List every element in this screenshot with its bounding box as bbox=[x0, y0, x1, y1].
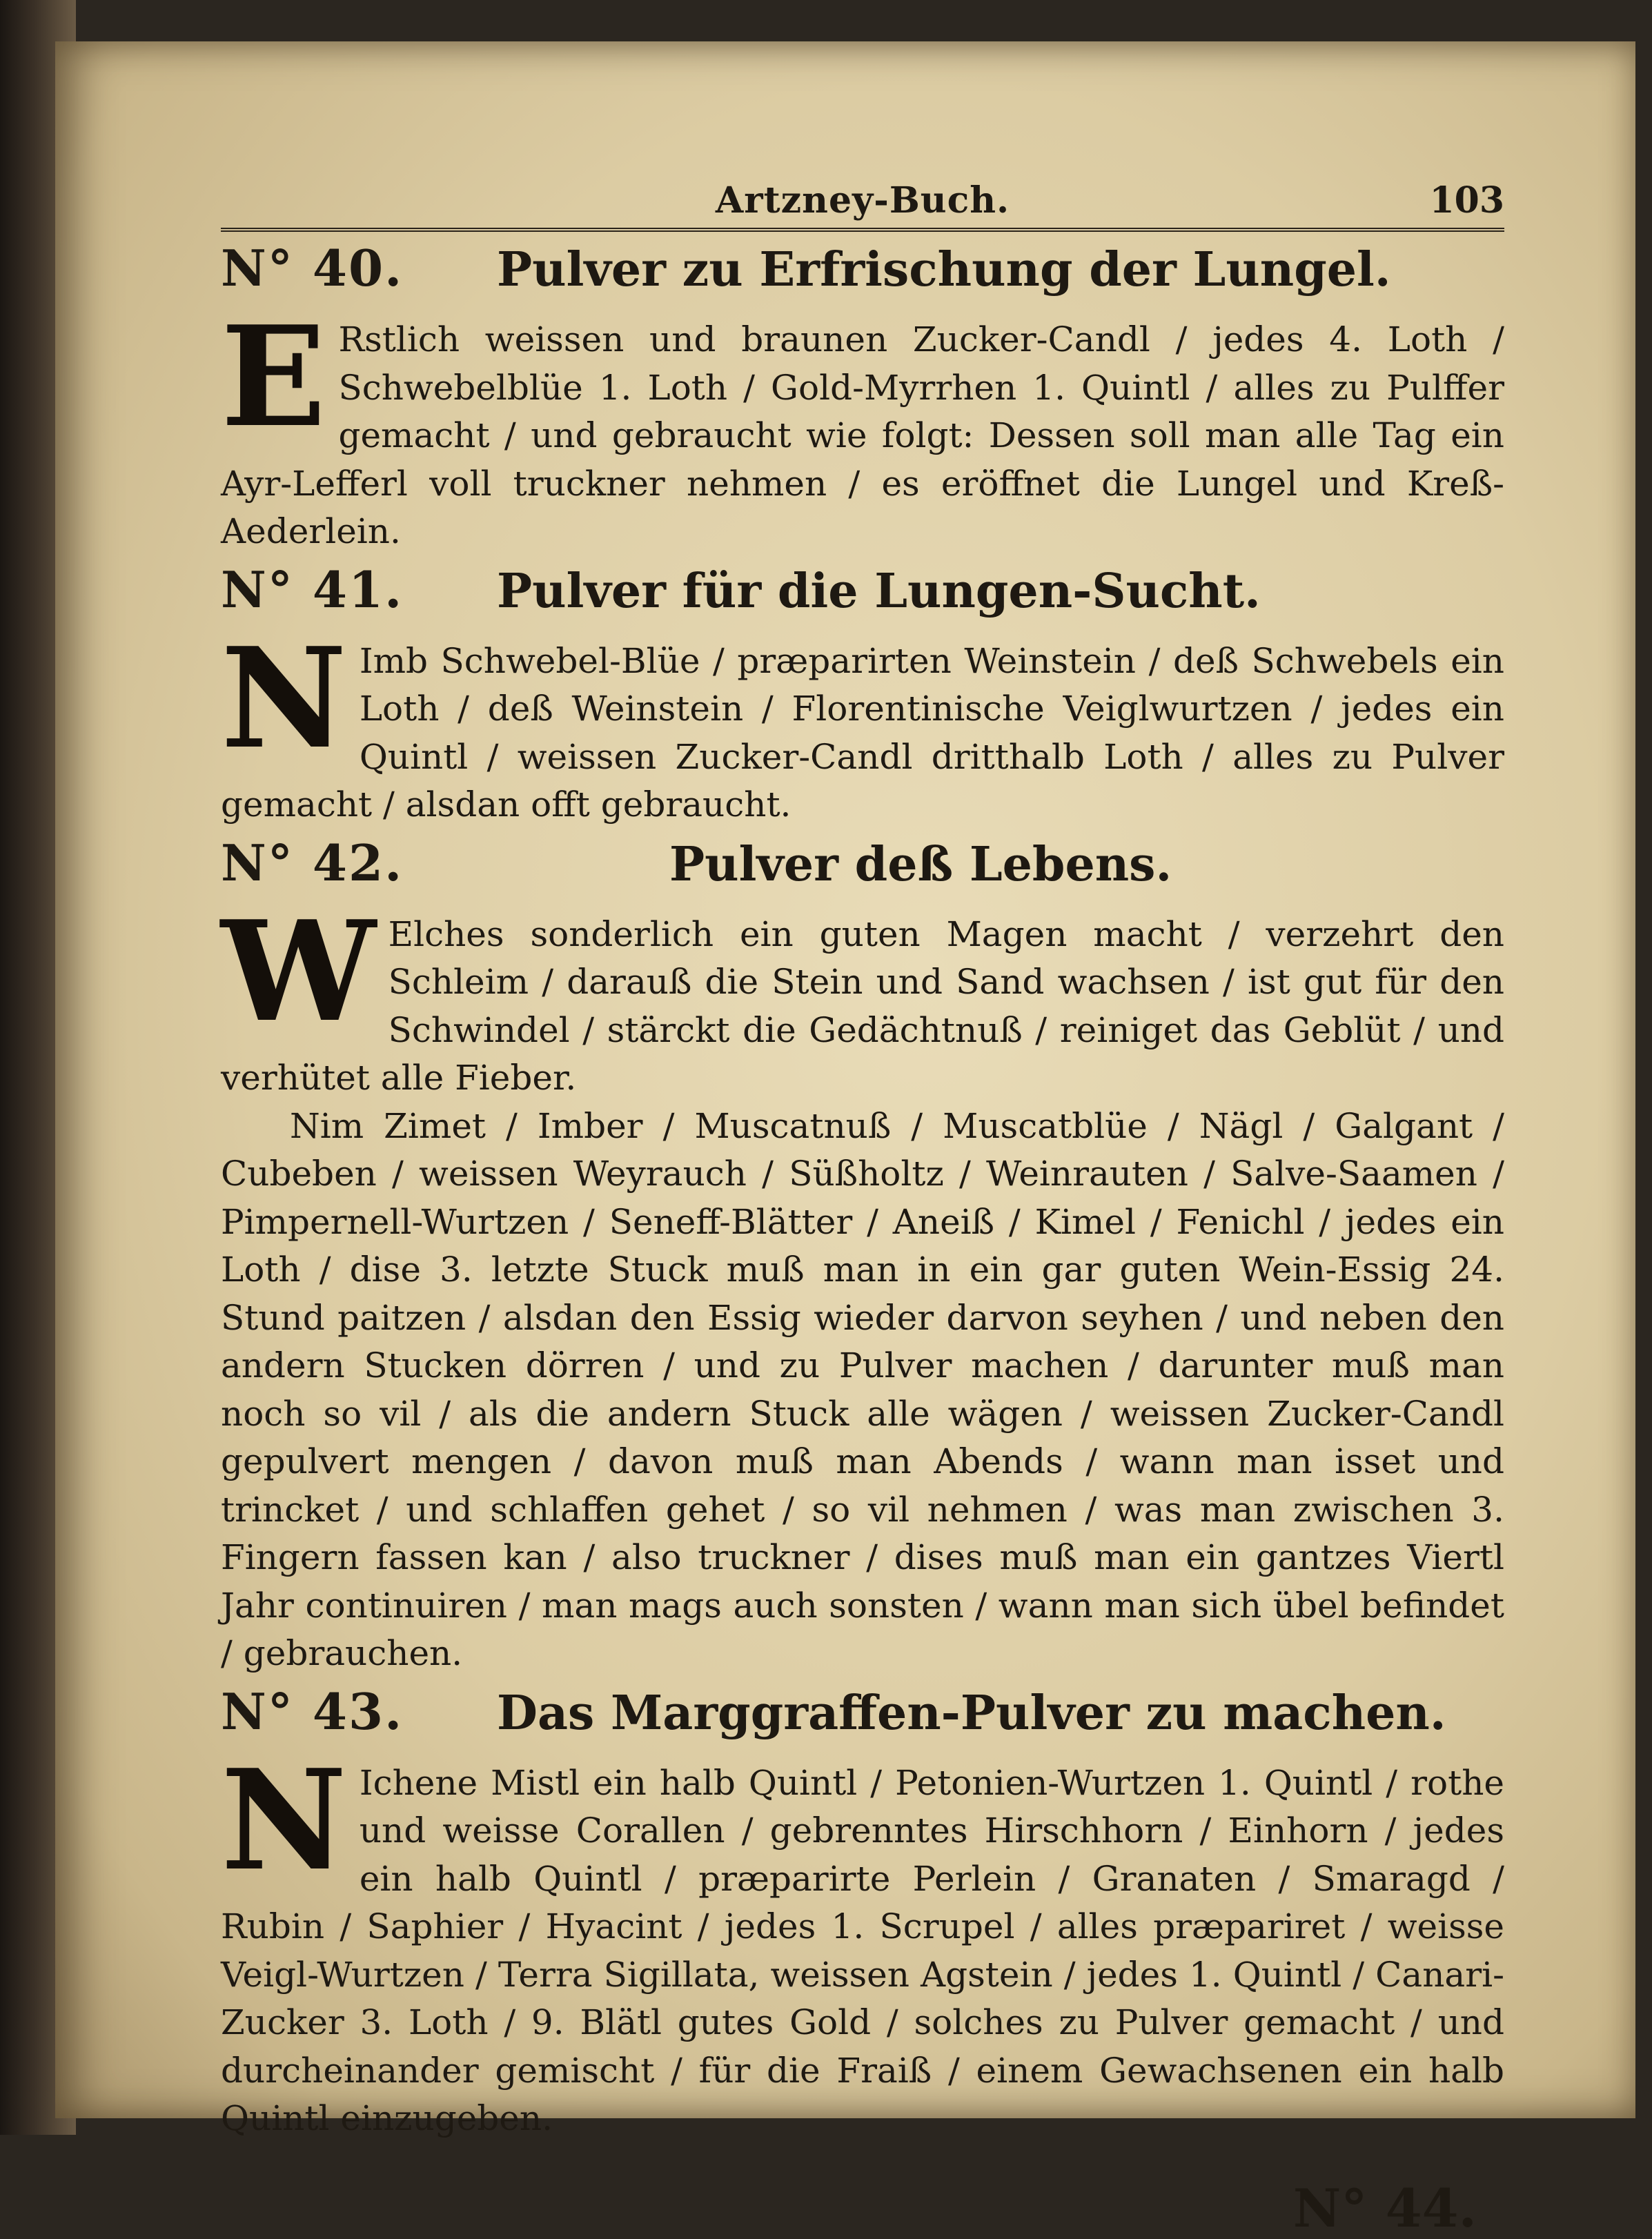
recipe-number: N° 42. bbox=[221, 833, 404, 892]
recipe-43 bbox=[221, 1681, 1504, 2239]
recipe-41 bbox=[221, 560, 1504, 829]
recipe-title: Pulver deß Lebens. bbox=[669, 836, 1172, 892]
running-head bbox=[221, 179, 1504, 232]
recipe-title: Pulver für die Lungen-Sucht. bbox=[497, 563, 1261, 619]
drop-cap: N bbox=[221, 1739, 347, 1902]
drop-cap: N bbox=[221, 617, 347, 780]
recipe-number: N° 40. bbox=[221, 239, 404, 297]
recipe-paragraph: Imb Schwebel-Blüe / præparirten Weinstein / deß Schwebels ein Loth / deß Weinstein / Florentinische Veiglwurtzen / jedes ein Quintl / weissen Zucker-Candl dritthalb Loth / alles zu Pulver gemacht / alsdan offt gebraucht. bbox=[221, 640, 1504, 825]
drop-cap: W bbox=[221, 890, 376, 1053]
recipe-body bbox=[221, 1739, 1504, 2239]
catchword: N° 44. bbox=[1292, 2178, 1477, 2239]
recipe-42 bbox=[221, 834, 1504, 1678]
recipe-paragraph: Elches sonderlich ein guten Magen macht / verzehrt den Schleim / darauß die Stein und Sand wachsen / ist gut für den Schwindel / stärckt die Gedächtnuß / reiniget das Geblüt / und verhütet alle Fieber. bbox=[221, 914, 1504, 1098]
recipe-body bbox=[221, 617, 1504, 829]
recipe-heading bbox=[221, 560, 1504, 638]
recipe-heading bbox=[221, 1682, 1504, 1759]
page-content bbox=[221, 179, 1504, 2239]
recipe-title: Das Marggraffen-Pulver zu machen. bbox=[497, 1685, 1446, 1741]
recipe-paragraph: Nim Zimet / Imber / Muscatnuß / Muscatblüe / Nägl / Galgant / Cubeben / weissen Weyrauch / Süßholtz / Weinrauten / Salve-Saamen / Pimpernell-Wurtzen / Seneff-Blätter / Aneiß / Kimel / Fenichl / jedes ein Loth / dise 3. letzte Stuck muß man in ein gar guten Wein-Essig 24. Stund paitzen / alsdan den Essig wieder darvon seyhen / und neben den andern Stucken dörren / und zu Pulver machen / darunter muß man noch so vil / als die andern Stuck alle wägen / weissen Zucker-Candl gepulvert mengen / davon muß man Abends / wann man isset und trincket / und schlaffen gehet / so vil nehmen / was man zwischen 3. Fingern fassen kan / also truckner / dises muß man ein gantzes Viertl Jahr continuiren / man mags auch sonsten / wann man sich übel befindet / gebrauchen. bbox=[221, 1105, 1504, 1673]
recipe-title: Pulver zu Erfrischung der Lungel. bbox=[497, 242, 1391, 297]
recipe-heading bbox=[221, 834, 1504, 911]
book-page bbox=[55, 41, 1635, 2239]
recipe-paragraph: Rstlich weissen und braunen Zucker-Candl / jedes 4. Loth / Schwebelblüe 1. Loth / Gold-Myrrhen 1. Quintl / alles zu Pulffer gemacht / und gebraucht wie folgt: Dessen soll man alle Tag ein Ayr-Lefferl voll truckner nehmen / es eröffnet die Lungel und Kreß-Aederlein. bbox=[221, 319, 1504, 551]
drop-cap: E bbox=[221, 296, 326, 458]
recipe-number: N° 41. bbox=[221, 560, 404, 619]
recipe-body bbox=[221, 296, 1504, 556]
recipe-number: N° 43. bbox=[221, 1681, 404, 1741]
recipe-paragraph: Ichene Mistl ein halb Quintl / Petonien-Wurtzen 1. Quintl / rothe und weisse Corallen / gebrenntes Hirschhorn / Einhorn / jedes ein halb Quintl / præparirte Perlein / Granaten / Smaragd / Rubin / Saphier / Hyacint / jedes 1. Scrupel / alles præpariret / weisse Veigl-Wurtzen / Terra Sigillata, weissen Agstein / jedes 1. Quintl / Canari-Zucker 3. Loth / 9. Blätl gutes Gold / solches zu Pulver gemacht / und durcheinander gemischt / für die Fraiß / einem Gewachsenen ein halb Quintl einzugeben. bbox=[221, 1762, 1504, 2138]
recipe-40 bbox=[221, 239, 1504, 556]
recipe-body bbox=[221, 890, 1504, 1678]
page-number: 103 bbox=[1429, 179, 1504, 221]
recipe-heading bbox=[221, 239, 1504, 316]
running-title: Artzney-Buch. bbox=[715, 179, 1010, 221]
